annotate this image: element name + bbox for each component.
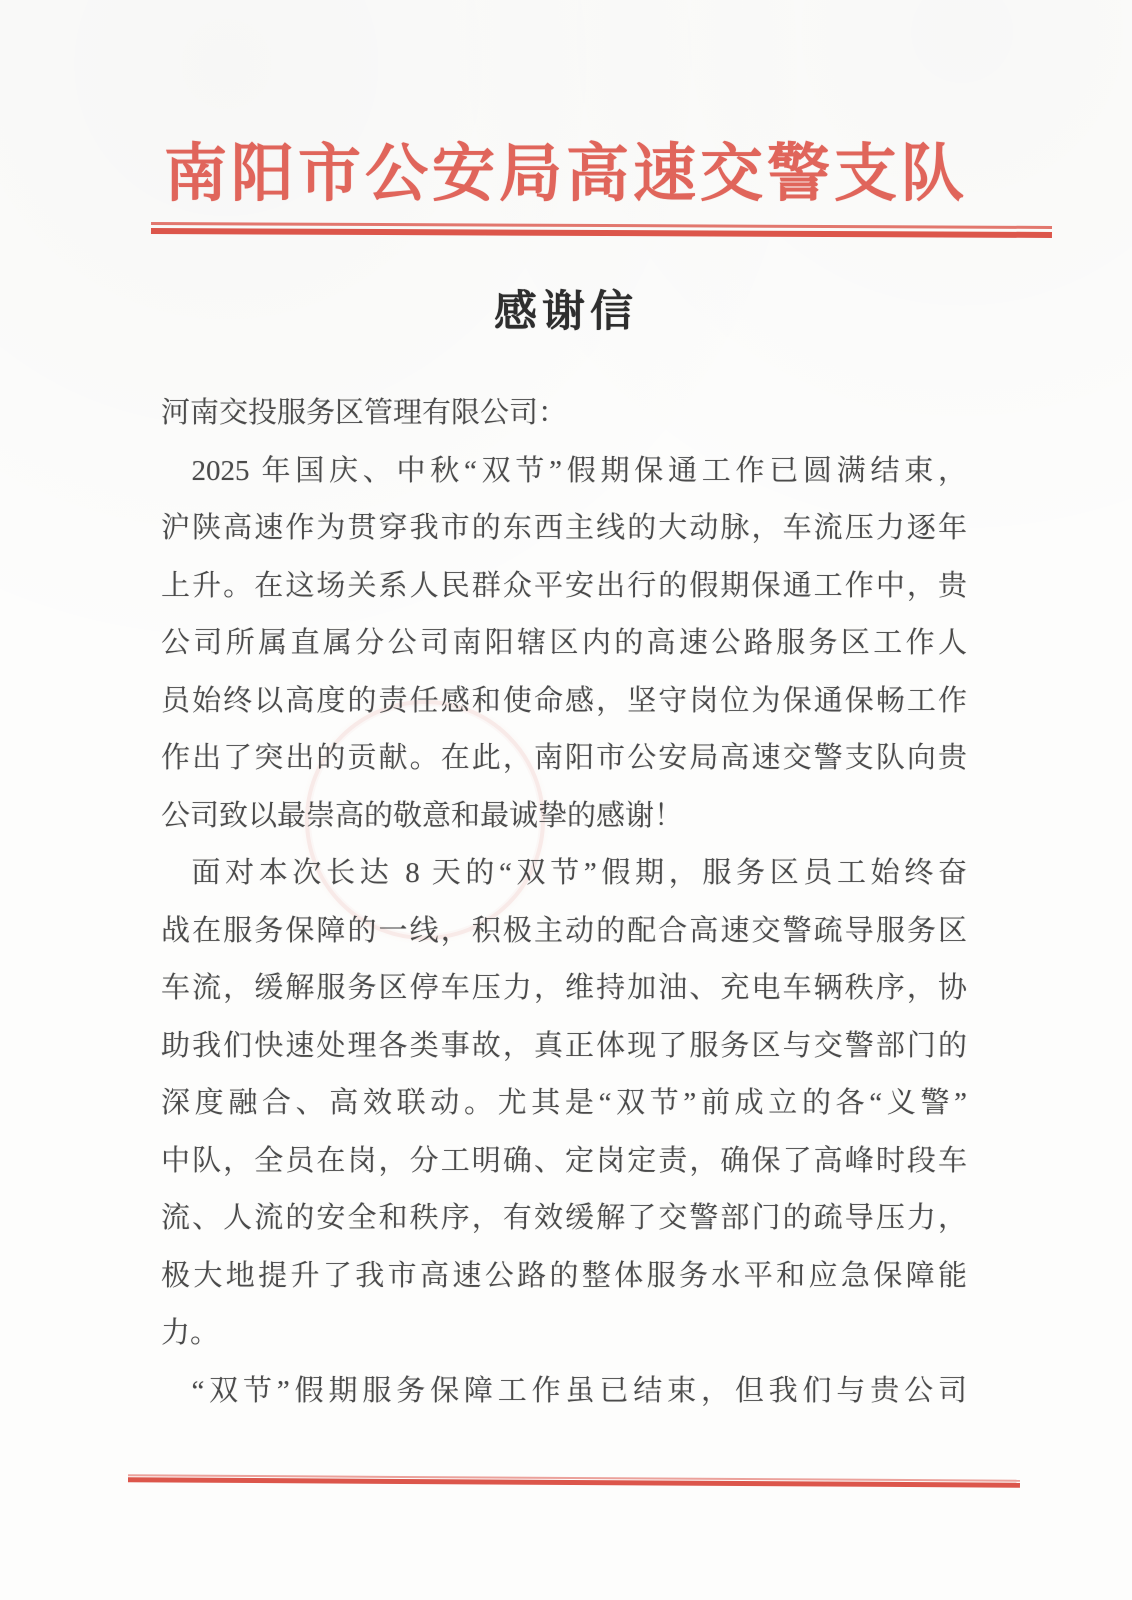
- body-line: 极大地提升了我市高速公路的整体服务水平和应急保障能: [161, 1259, 967, 1292]
- body-line: 力。: [161, 1317, 220, 1349]
- body-line: 作出了突出的贡献。在此，南阳市公安局高速交警支队向贵: [161, 742, 967, 774]
- body-line: 中队，全员在岗，分工明确、定岗定责，确保了高峰时段车: [161, 1144, 967, 1177]
- letterhead-title: 南阳市公安局高速交警支队: [164, 139, 968, 209]
- body-line: 沪陕高速作为贯穿我市的东西主线的大动脉，车流压力逐年: [161, 512, 967, 544]
- letter-title: 感谢信: [494, 289, 638, 336]
- body-line: 2025 年国庆、中秋“双节”假期保通工作已圆满结束，: [191, 454, 967, 487]
- body-line: 车流，缓解服务区停车压力，维持加油、充电车辆秩序，协: [161, 972, 967, 1004]
- body-line: 上升。在这场关系人民群众平安出行的假期保通工作中，贵: [161, 569, 967, 602]
- letter-body: [161, 385, 967, 1420]
- body-line: 员始终以高度的责任感和使命感，坚守岗位为保通保畅工作: [161, 684, 967, 717]
- footer-double-rule: [128, 1474, 1020, 1487]
- letterhead-rule-thick: [151, 228, 1052, 238]
- letterhead-double-rule: [151, 222, 1052, 238]
- body-line: 深度融合、高效联动。尤其是“双节”前成立的各“义警”: [161, 1087, 967, 1119]
- body-line: 公司致以最崇高的敬意和最诚挚的感谢！: [161, 799, 684, 832]
- body-line: 助我们快速处理各类事故，真正体现了服务区与交警部门的: [161, 1029, 967, 1062]
- body-line: “双节”假期服务保障工作虽已结束，但我们与贵公司: [191, 1374, 967, 1407]
- body-line: 面对本次长达 8 天的“双节”假期，服务区员工始终奋: [191, 857, 967, 889]
- body-line: 河南交投服务区管理有限公司：: [161, 397, 568, 429]
- body-line: 战在服务保障的一线，积极主动的配合高速交警疏导服务区: [161, 914, 967, 947]
- body-line: 公司所属直属分公司南阳辖区内的高速公路服务区工作人: [161, 627, 967, 659]
- body-line: 流、人流的安全和秩序，有效缓解了交警部门的疏导压力，: [161, 1202, 967, 1234]
